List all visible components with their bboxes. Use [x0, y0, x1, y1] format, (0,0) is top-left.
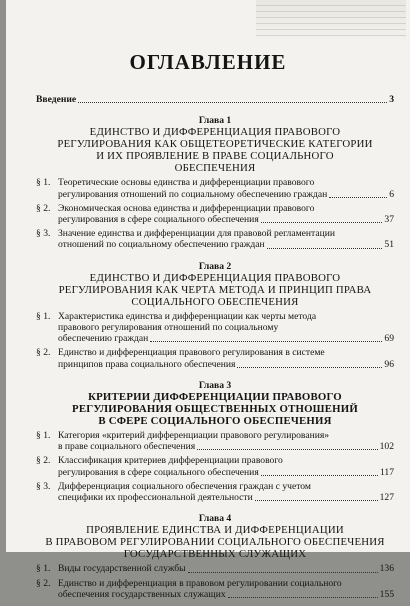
chapter-title-line: В ПРАВОВОМ РЕГУЛИРОВАНИИ СОЦИАЛЬНОГО ОБЕСПЕЧЕНИЯ	[45, 536, 385, 549]
dot-leader	[188, 572, 378, 573]
toc-section-entry[interactable]	[36, 228, 394, 250]
section-title-text: отношений по социальному обеспечению граждан	[58, 239, 265, 251]
dot-leader	[237, 367, 382, 368]
section-page-number: 6	[389, 188, 394, 200]
section-text	[58, 228, 394, 250]
section-page-number: 155	[379, 588, 394, 600]
section-title-text: в праве социального обеспечения	[58, 441, 196, 453]
section-title-text: Характеристика единства и дифференциации как черты метода	[58, 310, 317, 322]
chapter-title-line: ЕДИНСТВО И ДИФФЕРЕНЦИАЦИЯ ПРАВОВОГО	[89, 271, 341, 284]
toc-section-entry[interactable]	[36, 177, 394, 199]
chapter-label: Глава 3	[198, 379, 232, 391]
toc-section-entry[interactable]	[36, 481, 394, 503]
table-of-contents	[36, 94, 394, 606]
chapter-title-line: РЕГУЛИРОВАНИЯ КАК ЧЕРТА МЕТОДА И ПРИНЦИП ПРАВА	[58, 283, 372, 296]
section-page-number: 136	[379, 563, 394, 575]
chapter-title-line: ПРОЯВЛЕНИЕ ЕДИНСТВА И ДИФФЕРЕНЦИАЦИИ	[86, 524, 344, 537]
section-line	[58, 467, 394, 478]
section-line	[58, 441, 394, 452]
section-number: § 1.	[36, 177, 51, 189]
toc-section-entry[interactable]	[36, 578, 394, 600]
chapter-2	[36, 261, 394, 308]
section-text	[58, 563, 394, 574]
section-line	[58, 228, 394, 239]
section-title-text: Дифференциация социального обеспечения граждан с учетом	[58, 480, 311, 492]
section-number: § 3.	[36, 480, 51, 492]
section-line	[58, 239, 394, 250]
section-title-text: принципов права социального обеспечения	[58, 358, 236, 370]
section-line	[58, 177, 394, 188]
book-page	[6, 0, 410, 600]
section-line	[58, 563, 394, 574]
chapter-title-line: РЕГУЛИРОВАНИЯ ОБЩЕСТВЕННЫХ ОТНОШЕНИЙ	[72, 403, 358, 416]
section-title-text: регулирования отношений по социальному обеспечению граждан	[58, 188, 328, 200]
section-line	[58, 481, 394, 492]
section-title-text: правового регулирования отношений по социальному	[58, 322, 279, 334]
chapter-spacer	[36, 503, 394, 509]
section-number: § 1.	[36, 563, 51, 575]
bleed-through-text	[256, 0, 406, 44]
section-page-number: 102	[379, 441, 394, 453]
section-line	[58, 359, 394, 370]
section-title-text: Теоретические основы единства и дифференциации правового	[58, 177, 315, 189]
section-text	[58, 578, 394, 600]
section-page-number: 127	[379, 492, 394, 504]
chapter-label: Глава 1	[198, 115, 232, 127]
dot-leader	[78, 102, 387, 103]
page-title: ОГЛАВЛЕНИЕ	[129, 50, 287, 74]
chapter-spacer	[36, 370, 394, 376]
chapter-title-line: И ИХ ПРОЯВЛЕНИЕ В ПРАВЕ СОЦИАЛЬНОГО	[96, 150, 334, 163]
section-line	[58, 492, 394, 503]
section-page-number: 37	[384, 214, 394, 226]
chapter-4	[36, 513, 394, 560]
section-line	[58, 347, 394, 358]
section-line	[58, 430, 394, 441]
toc-section-entry[interactable]	[36, 430, 394, 452]
section-text	[58, 311, 394, 345]
intro-label: Введение	[36, 94, 77, 105]
section-number: § 1.	[36, 430, 51, 442]
section-title-text: Значение единства и дифференциации для правовой регламентации	[58, 228, 336, 240]
section-title-text: Виды государственной службы	[58, 563, 186, 575]
chapter-title-line: КРИТЕРИИ ДИФФЕРЕНЦИАЦИИ ПРАВОВОГО	[88, 391, 342, 404]
section-title-text: Единство и дифференциация правового регулирования в системе	[58, 347, 325, 359]
chapter-title-line: РЕГУЛИРОВАНИЯ КАК ОБЩЕТЕОРЕТИЧЕСКИЕ КАТЕГОРИИ	[57, 138, 373, 151]
chapters-list	[36, 115, 394, 606]
chapter-spacer	[36, 251, 394, 257]
dot-leader	[261, 475, 378, 476]
section-page-number: 51	[384, 239, 394, 251]
section-page-number: 96	[384, 358, 394, 370]
chapter-title-line: ЕДИНСТВО И ДИФФЕРЕНЦИАЦИЯ ПРАВОВОГО	[89, 126, 341, 139]
section-text	[58, 430, 394, 452]
section-title-text: регулирования в сфере социального обеспечения	[58, 466, 259, 478]
section-title-text: обеспечения государственных служащих	[58, 588, 226, 600]
section-number: § 3.	[36, 228, 51, 240]
chapter-spacer	[36, 600, 394, 606]
chapter-label: Глава 2	[198, 260, 232, 272]
toc-section-entry[interactable]	[36, 203, 394, 225]
section-text	[58, 455, 394, 477]
chapter-title-line: СОЦИАЛЬНОГО ОБЕСПЕЧЕНИЯ	[131, 295, 299, 308]
section-number: § 2.	[36, 577, 51, 589]
section-title-text: Категория «критерий дифференциации правового регулирования»	[58, 430, 330, 442]
dot-leader	[150, 341, 382, 342]
section-title-text: специфики их профессиональной деятельности	[58, 492, 253, 504]
toc-section-entry[interactable]	[36, 563, 394, 574]
section-text	[58, 177, 394, 199]
section-page-number: 117	[379, 466, 394, 478]
toc-section-entry[interactable]	[36, 455, 394, 477]
section-number: § 2.	[36, 455, 51, 467]
section-title-text: Единство и дифференциация в правовом регулировании социального	[58, 577, 342, 589]
section-number: § 1.	[36, 310, 51, 322]
section-line	[58, 189, 394, 200]
section-line	[58, 333, 394, 344]
section-number: § 2.	[36, 347, 51, 359]
dot-leader	[261, 222, 383, 223]
section-title-text: регулирования в сфере социального обеспечения	[58, 214, 259, 226]
section-text	[58, 481, 394, 503]
chapter-title-line: В СФЕРЕ СОЦИАЛЬНОГО ОБЕСПЕЧЕНИЯ	[98, 415, 332, 428]
dot-leader	[228, 597, 378, 598]
dot-leader	[329, 197, 387, 198]
toc-section-entry[interactable]	[36, 311, 394, 345]
intro-page: 3	[389, 94, 394, 105]
toc-intro-entry[interactable]	[36, 94, 394, 105]
dot-leader	[255, 500, 378, 501]
chapter-title-line: ГОСУДАРСТВЕННЫХ СЛУЖАЩИХ	[123, 548, 307, 561]
section-line	[58, 203, 394, 214]
section-line	[58, 214, 394, 225]
section-line	[58, 322, 394, 333]
chapter-3	[36, 380, 394, 427]
section-line	[58, 578, 394, 589]
section-line	[58, 311, 394, 322]
section-title-text: Экономическая основа единства и дифференциации правового	[58, 202, 315, 214]
chapter-title-line: ОБЕСПЕЧЕНИЯ	[174, 162, 256, 175]
dot-leader	[197, 449, 377, 450]
section-text	[58, 347, 394, 369]
section-title-text: Классификация критериев дифференциации правового	[58, 455, 283, 467]
section-title-text: обеспечению граждан	[58, 333, 149, 345]
section-number: § 2.	[36, 202, 51, 214]
dot-leader	[267, 248, 383, 249]
section-page-number: 69	[384, 333, 394, 345]
chapter-1	[36, 115, 394, 174]
chapter-label: Глава 4	[198, 513, 232, 525]
section-text	[58, 203, 394, 225]
toc-section-entry[interactable]	[36, 347, 394, 369]
section-line	[58, 589, 394, 600]
section-line	[58, 455, 394, 466]
